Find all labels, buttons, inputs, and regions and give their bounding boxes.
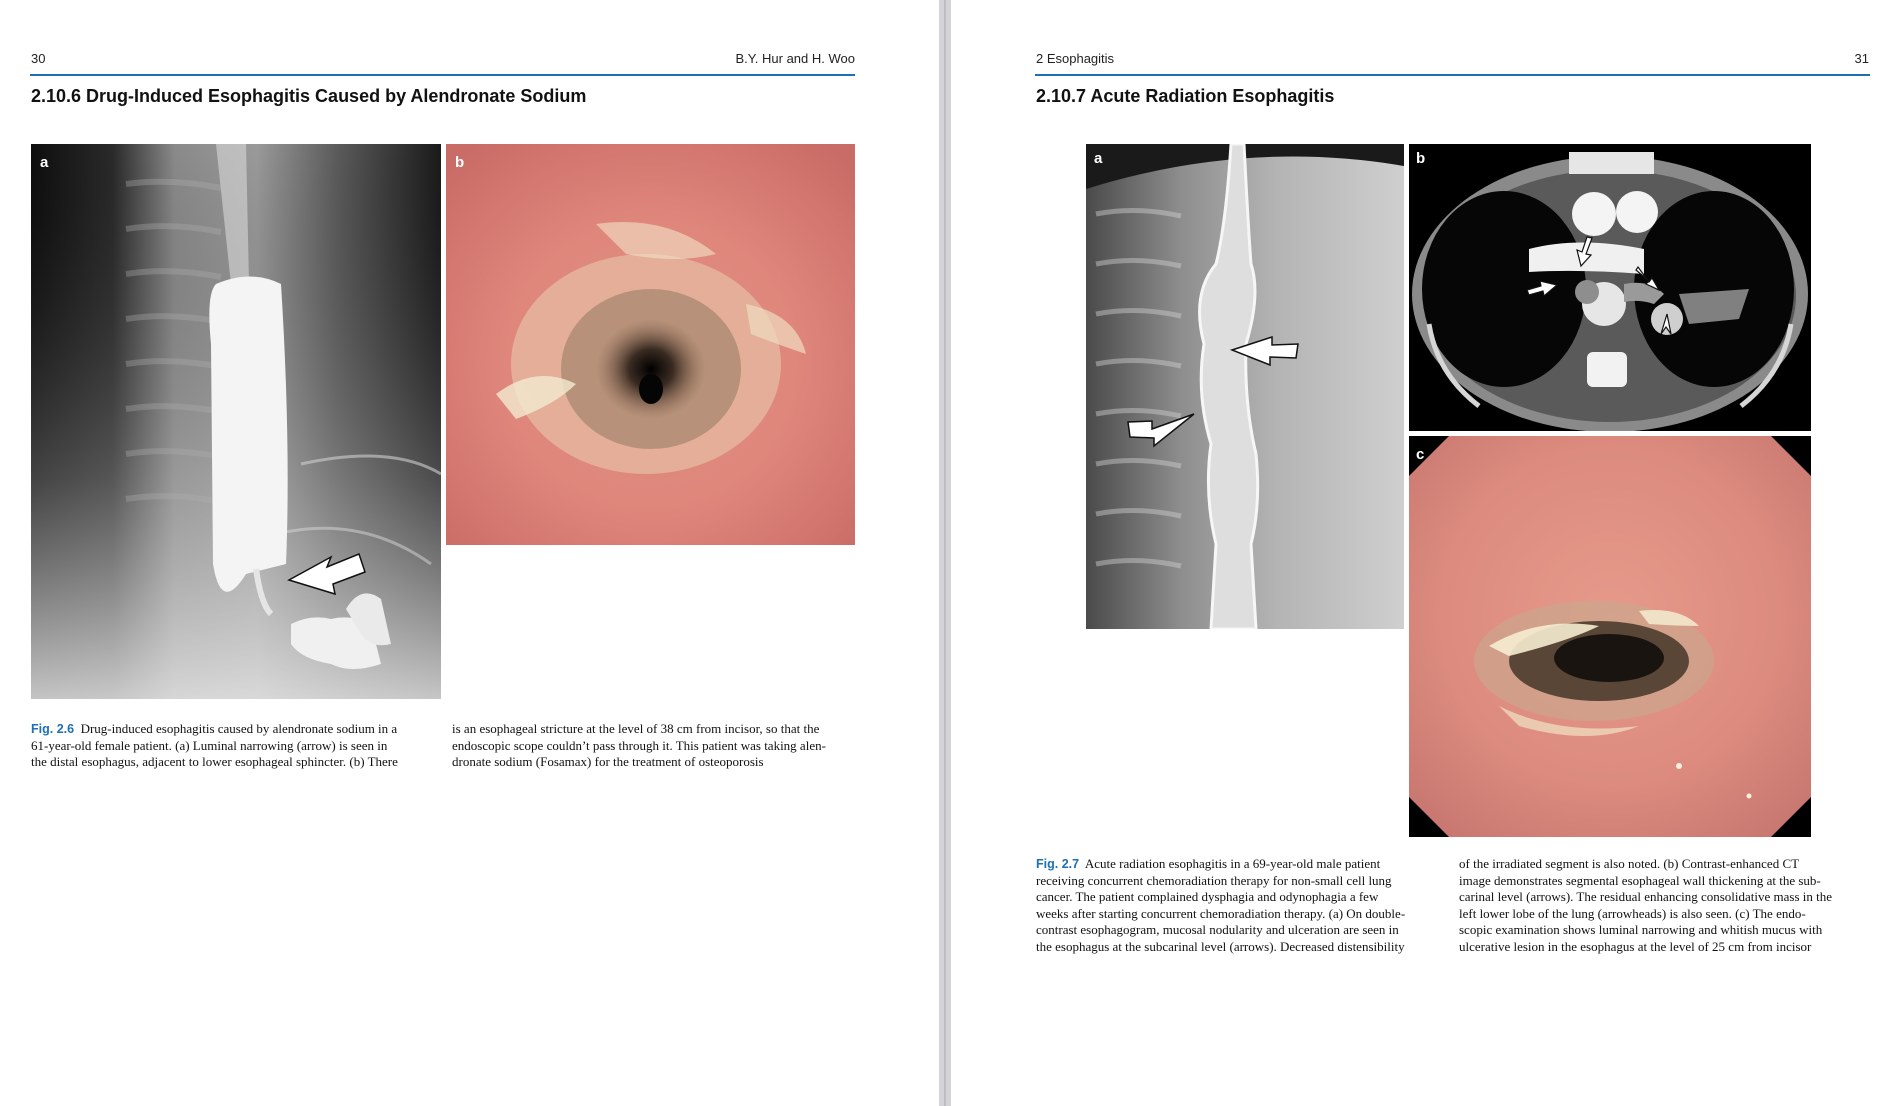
header-rule <box>30 74 855 76</box>
figure-caption-col2 <box>452 721 855 771</box>
caption-line: ulcerative lesion in the esophagus at the level of 25 cm from incisor <box>1459 938 1812 954</box>
caption-line: weeks after starting concurrent chemoradiation therapy. (a) On double- <box>1036 905 1406 921</box>
left-page <box>0 0 939 1106</box>
caption-line: endoscopic scope couldn’t pass through it. This patient was taking alen- <box>452 737 826 753</box>
figure-caption-col1 <box>31 721 434 771</box>
panel-label-c: c <box>1416 446 1425 463</box>
caption-line: scopic examination shows luminal narrowing and whitish mucus with <box>1459 922 1823 938</box>
caption-line: cancer. The patient complained dysphagia and odynophagia a few <box>1036 889 1379 905</box>
caption-line: dronate sodium (Fosamax) for the treatment of osteoporosis <box>452 754 764 770</box>
figure-2-7a-esophagogram <box>1086 144 1404 629</box>
figure-label: Fig. 2.7 <box>1036 857 1080 871</box>
caption-line: Acute radiation esophagitis in a 69-year-old male patient <box>1084 856 1381 871</box>
page-number: 30 <box>31 51 46 66</box>
right-page <box>951 0 1885 1106</box>
figure-label: Fig. 2.6 <box>31 722 75 736</box>
caption-line: receiving concurrent chemoradiation therapy for non-small cell lung <box>1036 872 1392 888</box>
figure-2-6a-esophagogram <box>31 144 441 699</box>
figure-2-7c-endoscopy <box>1409 436 1811 837</box>
panel-label-b: b <box>1416 150 1426 167</box>
caption-line: left lower lobe of the lung (arrowheads) is also seen. (c) The endo- <box>1459 905 1806 921</box>
section-title: 2.10.6 Drug-Induced Esophagitis Caused by Alendronate Sodium <box>31 86 587 106</box>
caption-line: of the irradiated segment is also noted. (b) Contrast-enhanced CT <box>1459 856 1800 871</box>
page-number: 31 <box>1854 51 1869 66</box>
caption-line: image demonstrates segmental esophageal wall thickening at the sub- <box>1459 872 1821 888</box>
figure-2-7b-ct-scan <box>1409 144 1811 431</box>
panel-label-a: a <box>40 154 49 171</box>
running-head: B.Y. Hur and H. Woo <box>735 51 855 66</box>
running-head: 2 Esophagitis <box>1036 51 1115 66</box>
caption-line: 61-year-old female patient. (a) Luminal narrowing (arrow) is seen in <box>31 737 388 753</box>
caption-line: the esophagus at the subcarinal level (arrows). Decreased distensibility <box>1036 938 1405 954</box>
figure-2-6b-endoscopy <box>446 144 855 545</box>
caption-line: Drug-induced esophagitis caused by alendronate sodium in a <box>80 721 398 736</box>
caption-line: the distal esophagus, adjacent to lower esophageal sphincter. (b) There <box>31 754 398 770</box>
panel-label-b: b <box>455 154 465 171</box>
caption-line: is an esophageal stricture at the level of 38 cm from incisor, so that the <box>452 721 820 736</box>
figure-caption-col1 <box>1036 856 1441 956</box>
panel-label-a: a <box>1094 150 1103 167</box>
caption-line: carinal level (arrows). The residual enhancing consolidative mass in the <box>1459 889 1833 905</box>
page-divider <box>944 0 946 1106</box>
caption-line: contrast esophagogram, mucosal nodularity and ulceration are seen in <box>1036 922 1399 938</box>
section-title: 2.10.7 Acute Radiation Esophagitis <box>1036 86 1335 106</box>
figure-caption-col2 <box>1459 856 1870 956</box>
header-rule <box>1035 74 1870 76</box>
